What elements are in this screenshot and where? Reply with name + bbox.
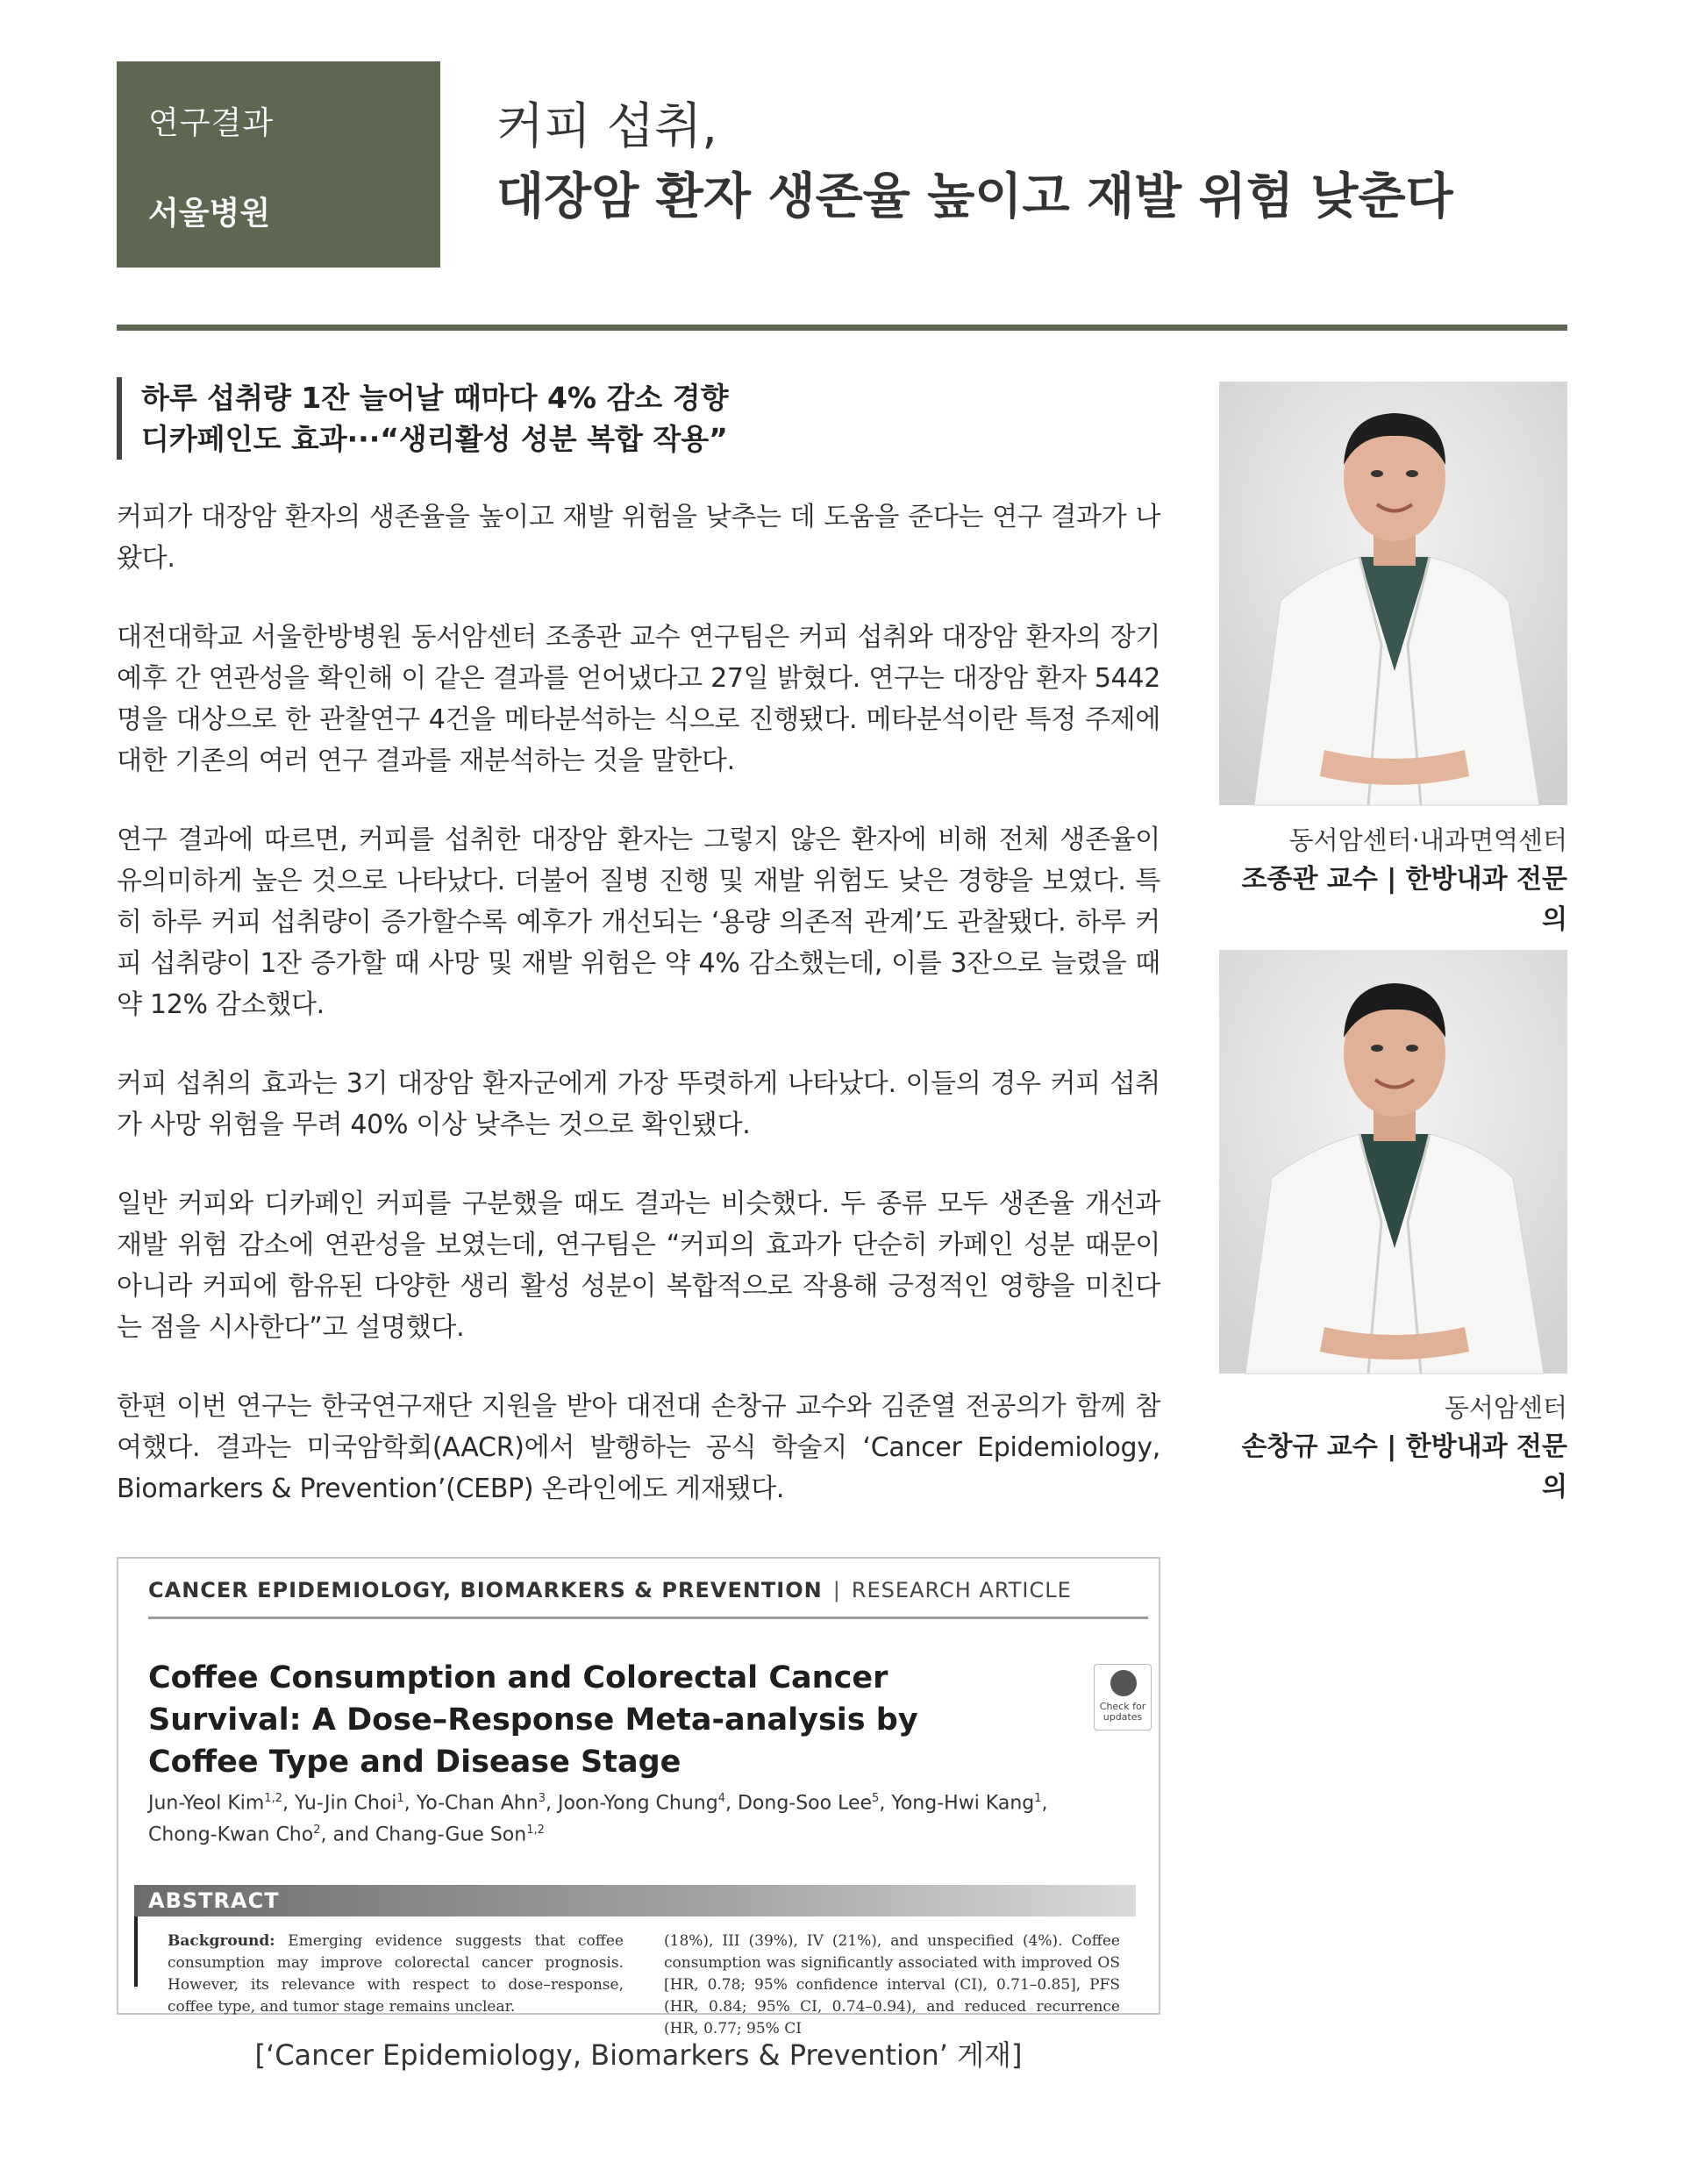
professor-photo-2 (1219, 950, 1567, 1374)
author: Yo-Chan Ahn (416, 1792, 539, 1815)
author-affiliation: 1,2 (264, 1792, 282, 1805)
subheadline-line-2: 디카페인도 효과···“생리활성 성분 복합 작용” (141, 422, 728, 456)
abstract-corner-mark (134, 1916, 138, 1987)
title-line-1: 커피 섭취, (496, 98, 717, 155)
journal-rule (148, 1617, 1148, 1619)
author: Yong-Hwi Kang (891, 1792, 1035, 1815)
author: Chong-Kwan Cho (148, 1824, 314, 1846)
paragraph: 연구 결과에 따르면, 커피를 섭취한 대장암 환자는 그렇지 않은 환자에 비해 전체 생존율이 유의미하게 높은 것으로 나타났다. 더불어 질병 진행 및 재발 위험도 낮은 경향을 보였다. 특히 하루 커피 섭취량이 증가할수록 예후가 개선되는 ‘용량 의존적 관계’도 관찰됐다. 하루 커피 섭취량이 1잔 증가할 때 사망 및 재발 위험은 약 4% 감소했는데, 이를 3잔으로 늘렸을 때 약 12% 감소했다. (117, 824, 1160, 1020)
author: Yu-Jin Choi (294, 1792, 397, 1815)
paragraph: 한편 이번 연구는 한국연구재단 지원을 받아 대전대 손창규 교수와 김준열 전공의가 함께 참여했다. 결과는 미국암학회(AACR)에서 발행하는 공식 학술지 ‘Cancer Epidemiology, Biomarkers & Prevention’(CEBP) 온라인에도 게재됐다. (117, 1391, 1160, 1504)
department-label: 서울병원 (148, 196, 271, 232)
category-box (117, 61, 440, 268)
paper-screenshot (117, 1557, 1160, 2038)
subheadline-line-1: 하루 섭취량 1잔 늘어날 때마다 4% 감소 경향 (141, 381, 729, 415)
journal-separator: | (832, 1578, 841, 1602)
profile-name: 조종관 교수 | 한방내과 전문의 (1241, 864, 1567, 935)
paragraph: 커피 섭취의 효과는 3기 대장암 환자군에게 가장 뚜렷하게 나타났다. 이들의 경우 커피 섭취가 사망 위험을 무려 40% 이상 낮추는 것으로 확인됐다. (117, 1068, 1160, 1140)
profile-caption-2 (1217, 1388, 1567, 1508)
paragraph: 커피가 대장암 환자의 생존율을 높이고 재발 위험을 낮추는 데 도움을 준다는 연구 결과가 나왔다. (117, 502, 1160, 574)
journal-name: CANCER EPIDEMIOLOGY, BIOMARKERS & PREVENTION (148, 1578, 823, 1602)
author-affiliation: 3 (538, 1792, 546, 1805)
abstract-column-1 (168, 1931, 624, 2018)
abstract-column-2: (18%), III (39%), IV (21%), and unspecified (4%). Coffee consumption was significantly associated with improved OS [HR, 0.78; 95% confidence interval (CI), 0.71–0.85], PFS (HR, 0.84; 95% CI, 0.74–0.94), and reduced recurrence (HR, 0.77; 95% CI (664, 1932, 1120, 2038)
article-title (496, 95, 1453, 235)
subheadline (117, 377, 728, 460)
profile-org: 동서암센터·내과면역센터 (1288, 825, 1567, 855)
paragraph: 일반 커피와 디카페인 커피를 구분했을 때도 결과는 비슷했다. 두 종류 모두 생존율 개선과 재발 위험 감소에 연관성을 보였는데, 연구팀은 “커피의 효과가 단순히 카페인 성분 때문이 아니라 커피에 함유된 다양한 생리 활성 성분이 복합적으로 작용해 긍정적인 영향을 미친다는 점을 시사한다”고 설명했다. (117, 1188, 1160, 1343)
abstract-background-text: Emerging evidence suggests that coffee consumption may improve colorectal cancer prognosis. However, its relevance with respect to dose–response, coffee type, and tumor stage remains unclear. (168, 1932, 624, 2016)
author-affiliation: 1 (396, 1792, 404, 1805)
abstract-heading: ABSTRACT (134, 1885, 1136, 1916)
article-type: RESEARCH ARTICLE (851, 1578, 1072, 1602)
author: Jun-Yeol Kim (148, 1792, 265, 1815)
profile-name: 손창규 교수 | 한방내과 전문의 (1241, 1431, 1567, 1502)
header-divider (117, 325, 1567, 331)
professor-photo-1 (1219, 382, 1567, 805)
category-label: 연구결과 (148, 105, 275, 141)
author: Dong-Soo Lee (737, 1792, 873, 1815)
author: Chang-Gue Son (375, 1824, 527, 1846)
article-body (117, 496, 1160, 1547)
badge-label: Check for updates (1099, 1701, 1146, 1723)
check-for-updates-badge (1094, 1664, 1152, 1731)
figure-caption: [‘Cancer Epidemiology, Biomarkers & Prevention’ 게재] (254, 2038, 1023, 2072)
author: Joon-Yong Chung (557, 1792, 718, 1815)
author-affiliation: 4 (717, 1792, 725, 1805)
paragraph: 대전대학교 서울한방병원 동서암센터 조종관 교수 연구팀은 커피 섭취와 대장암 환자의 장기 예후 간 연관성을 확인해 이 같은 결과를 얻어냈다고 27일 밝혔다. 연구는 대장암 환자 5442명을 대상으로 한 관찰연구 4건을 메타분석하는 식으로 진행됐다. 메타분석이란 특정 주제에 대한 기존의 여러 연구 결과를 재분석하는 것을 말한다. (117, 622, 1160, 776)
profile-org: 동서암센터 (1444, 1393, 1567, 1423)
paper-authors: Jun-Yeol Kim$^{1,2}$, Yu-Jin Choi$^1$, Yo-Chan Ahn$^3$, Joon-Yong Chung$^4$, Dong-Soo Lee$^5$, Yong-Hwi Kang$^1$, Chong-Kwan Cho$^2$, and Chang-Gue Son$^{1,2}$ (148, 1792, 1048, 1846)
author-affiliation: 2 (313, 1824, 321, 1838)
journal-header (148, 1578, 1072, 1602)
author-affiliation: 1 (1034, 1792, 1042, 1805)
abstract-background-label: Background: (168, 1932, 275, 1950)
author-affiliation: 5 (872, 1792, 880, 1805)
title-line-2: 대장암 환자 생존율 높이고 재발 위험 낮춘다 (496, 168, 1453, 225)
profile-caption-1 (1217, 821, 1567, 940)
bookmark-icon (1110, 1670, 1137, 1696)
paper-title: Coffee Consumption and Colorectal Cancer Survival: A Dose–Response Meta-analysis by Coffee Type and Disease Stage (148, 1660, 918, 1780)
author-affiliation: 1,2 (526, 1824, 545, 1838)
